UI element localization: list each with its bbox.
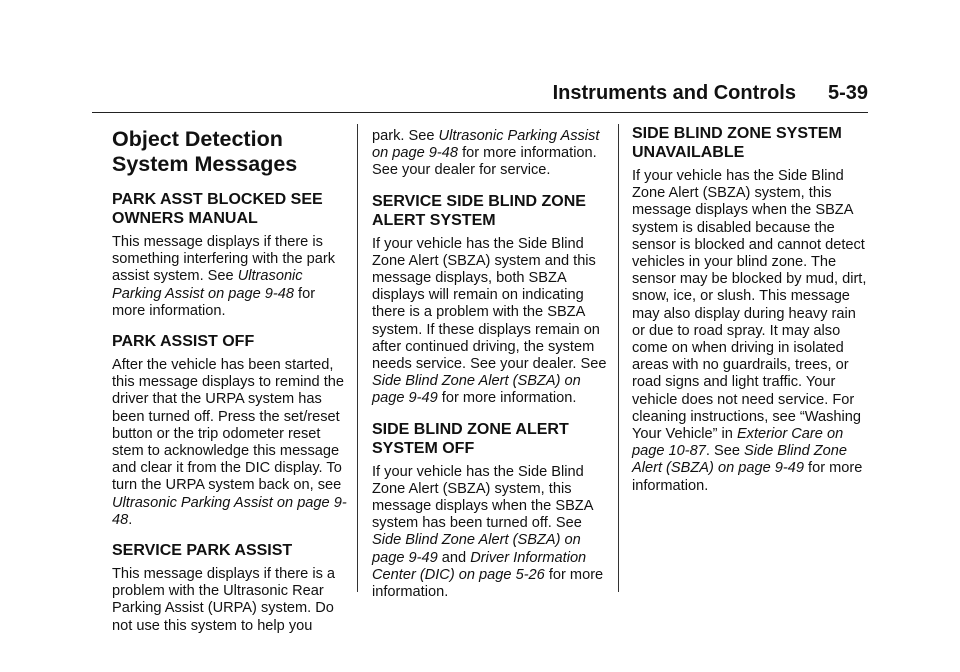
cross-reference-link: Side Blind Zone Alert (SBZA) on page 9-49 xyxy=(372,373,581,407)
cross-reference-link: Side Blind Zone Alert (SBZA) on page 9-49 xyxy=(372,532,581,566)
paragraph-service-sbza: If your vehicle has the Side Blind Zone Alert (SBZA) system and this message displays, both SBZA displays will remain on indicating there is a problem with the SBZA system. If these displays remain on after continued driving, the system needs service. See your dealer. See Side Blind Zone Alert (SBZA) on page 9-49 for more information. xyxy=(372,235,607,407)
cross-reference-link: Driver Information Center (DIC) on page 5-26 xyxy=(372,549,587,583)
column-2 xyxy=(372,128,608,613)
heading-service-sbza: SERVICE SIDE BLIND ZONE ALERT SYSTEM xyxy=(372,192,586,229)
page-title: Object Detection System Messages xyxy=(112,127,298,176)
paragraph-continued: park. See Ultrasonic Parking Assist on page 9-48 for more information. See your dealer for service. xyxy=(372,128,600,179)
paragraph-park-assist-off: After the vehicle has been started, this message displays to remind the driver that the URPA system has been turned off. Press the set/reset button or the trip odometer reset stem to acknowledge this message and clear it from the DIC display. To turn the URPA system back on, see Ultrasonic Parking Assist on page 9-48. xyxy=(112,357,347,528)
heading-park-assist-off: PARK ASSIST OFF xyxy=(112,333,255,351)
cross-reference-link: Side Blind Zone Alert (SBZA) on page 9-49 xyxy=(632,443,848,477)
heading-park-asst-blocked: PARK ASST BLOCKED SEE OWNERS MANUAL xyxy=(112,191,323,227)
paragraph-park-asst-blocked: This message displays if there is something interfering with the park assist system. See Ultrasonic Parking Assist on page 9-48 for more information. xyxy=(112,234,336,319)
paragraph-service-park-assist: This message displays if there is a problem with the Ultrasonic Rear Parking Assist (URPA) system. Do not use this system to help you xyxy=(112,566,336,634)
column-3 xyxy=(632,124,868,507)
page-number: 5-39 xyxy=(827,82,868,104)
section-title: Instruments and Controls xyxy=(552,82,796,104)
column-divider xyxy=(357,124,358,592)
column-1 xyxy=(112,124,348,647)
heading-sbza-off: SIDE BLIND ZONE ALERT SYSTEM OFF xyxy=(372,420,569,457)
running-header xyxy=(553,82,868,105)
cross-reference-link: Ultrasonic Parking Assist on page 9-48 xyxy=(112,494,347,528)
cross-reference-link: Ultrasonic Parking Assist on page 9-48 xyxy=(372,128,600,162)
cross-reference-link: Ultrasonic Parking Assist on page 9-48 xyxy=(112,268,303,302)
cross-reference-link: Exterior Care on page 10-87 xyxy=(632,426,844,460)
heading-service-park-assist: SERVICE PARK ASSIST xyxy=(112,542,293,560)
heading-sbza-unavailable: SIDE BLIND ZONE SYSTEM UNAVAILABLE xyxy=(632,125,842,161)
column-divider xyxy=(618,124,619,592)
paragraph-sbza-unavailable: If your vehicle has the Side Blind Zone Alert (SBZA) system, this message displays when the SBZA system is disabled because the sensor is blocked and cannot detect vehicles in your blind zone. The sensor may be blocked by mud, dirt, snow, ice, or slush. This message may also display during heavy rain or due to road spray. It may also come on when driving in isolated areas with no guardrails, trees, or road signs and light traffic. Your vehicle does not need service. For cleaning instructions, see “Washing Your Vehicle” in Exterior Care on page 10-87. See Side Blind Zone Alert (SBZA) on page 9-49 for more information. xyxy=(632,168,867,494)
paragraph-sbza-off: If your vehicle has the Side Blind Zone Alert (SBZA) system, this message displays when the SBZA system has been turned off. See Side Blind Zone Alert (SBZA) on page 9-49 and Driver Information Center (DIC) on page 5-26 for more information. xyxy=(372,463,604,601)
header-rule xyxy=(92,112,868,113)
